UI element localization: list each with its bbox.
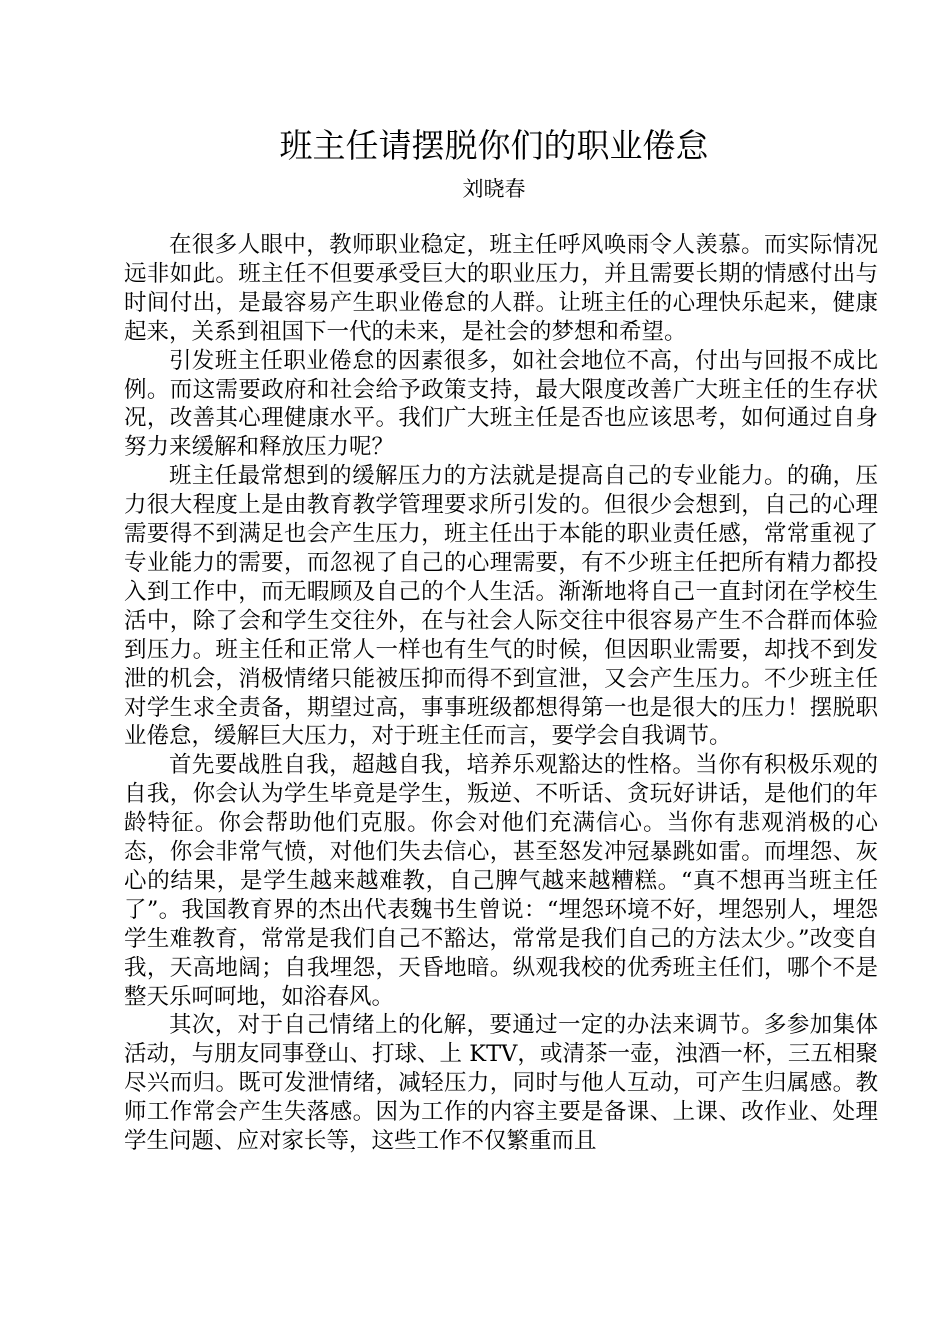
paragraph-2: 引发班主任职业倦怠的因素很多，如社会地位不高，付出与回报不成比例。而这需要政府和社会给予政策支持，最大限度改善广大班主任的生存状况，改善其心理健康水平。我们广大班主任是否也应该思考，如何通过自身努力来缓解和释放压力呢？ (124, 347, 878, 461)
document-title: 班主任请摆脱你们的职业倦怠 (279, 126, 709, 165)
paragraph-4: 首先要战胜自我，超越自我，培养乐观豁达的性格。当你有积极乐观的自我，你会认为学生毕竟是学生，叛逆、不听话、贪玩好讲话，是他们的年龄特征。你会帮助他们克服。你会对他们充满信心。当你有悲观消极的心态，你会非常气愤，对他们失去信心，甚至怒发冲冠暴跳如雷。而埋怨、灰心的结果，是学生越来越难教，自己脾气越来越糟糕。“真不想再当班主任了”。我国教育界的杰出代表魏书生曾说：“埋怨环境不好，埋怨别人，埋怨学生难教育，常常是我们自己不豁达，常常是我们自己的方法太少。”改变自我，天高地阔；自我埋怨，天昏地暗。纵观我校的优秀班主任们，哪个不是整天乐呵呵地，如浴春风。 (124, 752, 878, 1010)
author-name: 刘晓春 (462, 177, 526, 201)
document-body (124, 231, 878, 1156)
paragraph-1: 在很多人眼中，教师职业稳定，班主任呼风唤雨令人羡慕。而实际情况远非如此。班主任不但要承受巨大的职业压力，并且需要长期的情感付出与时间付出，是最容易产生职业倦怠的人群。让班主任的心理快乐起来，健康起来，关系到祖国下一代的未来，是社会的梦想和希望。 (124, 232, 878, 345)
paragraph-5: 其次，对于自己情绪上的化解，要通过一定的办法来调节。多参加集体活动，与朋友同事登山、打球、上 KTV，或清茶一壶，浊酒一杯，三五相聚尽兴而归。既可发泄情绪，减轻压力，同时与他人互动，可产生归属感。教师工作常会产生失落感。因为工作的内容主要是备课、上课、改作业、处理学生问题、应对家长等，这些工作不仅繁重而且 (124, 1012, 878, 1155)
paragraph-3: 班主任最常想到的缓解压力的方法就是提高自己的专业能力。的确，压力很大程度上是由教育教学管理要求所引发的。但很少会想到，自己的心理需要得不到满足也会产生压力，班主任出于本能的职业责任感，常常重视了专业能力的需要，而忽视了自己的心理需要，有不少班主任把所有精力都投入到工作中，而无暇顾及自己的个人生活。渐渐地将自己一直封闭在学校生活中，除了会和学生交往外，在与社会人际交往中很容易产生不合群而体验到压力。班主任和正常人一样也有生气的时候，但因职业需要，却找不到发泄的机会，消极情绪只能被压抑而得不到宣泄，又会产生压力。不少班主任对学生求全责备，期望过高，事事班级都想得第一也是很大的压力！摆脱职业倦怠，缓解巨大压力，对于班主任而言，要学会自我调节。 (124, 463, 878, 750)
